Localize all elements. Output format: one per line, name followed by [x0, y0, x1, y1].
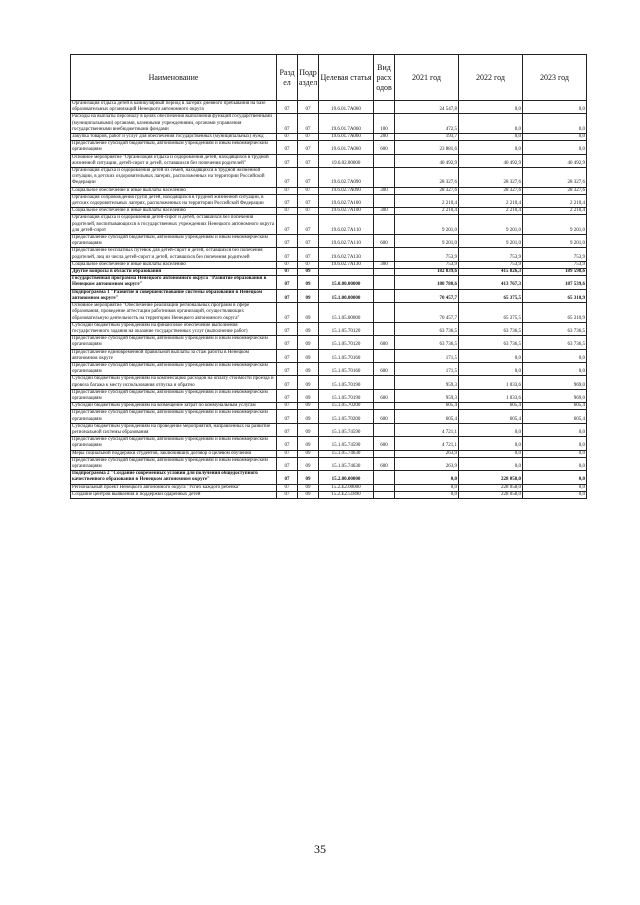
- cell-2021: 180 780,6: [395, 276, 459, 289]
- cell-podrazdel: 07: [298, 134, 319, 141]
- table-row: [71, 187, 587, 194]
- cell-podrazdel: 07: [298, 154, 319, 167]
- table-row: [71, 248, 587, 261]
- cell-vid: [374, 322, 395, 335]
- table-row: [71, 194, 587, 207]
- cell-razdel: 07: [277, 362, 298, 375]
- cell-2022: 0,0: [459, 349, 523, 362]
- cell-2023: 0,0: [523, 362, 587, 375]
- cell-2023: 969,0: [523, 376, 587, 389]
- cell-2022: 415 826,3: [459, 269, 523, 276]
- cell-article: 15.1.00.00000: [319, 289, 374, 302]
- cell-2023: 28 327,6: [523, 168, 587, 188]
- cell-name: Основное мероприятие "Организация отдыха и оздоровления детей, находящихся в трудной жизненной ситуации, детей-сирот и детей, оставшихся без попечения родителей": [71, 154, 277, 167]
- header-podrazdel: Подр аздел: [298, 55, 319, 101]
- cell-2023: 969,0: [523, 389, 587, 402]
- header-2023: 2023 год: [523, 55, 587, 101]
- cell-2023: 187 539,6: [523, 276, 587, 289]
- table-row: [71, 410, 587, 423]
- table-row: [71, 450, 587, 457]
- cell-2022: 0,0: [459, 141, 523, 154]
- cell-name: Социальное обеспечение и иные выплаты населению: [71, 208, 277, 215]
- table-row: [71, 303, 587, 323]
- header-razdel: Разд ел: [277, 55, 298, 101]
- cell-2023: 0,0: [523, 484, 587, 491]
- cell-name: Субсидии бюджетным учреждениям на проведение мероприятий, направленных на развитие региональной системы образования: [71, 423, 277, 436]
- cell-podrazdel: 09: [298, 276, 319, 289]
- cell-name: Региональный проект Ненецкого автономного округа "Успех каждого ребенка": [71, 484, 277, 491]
- cell-vid: [374, 303, 395, 323]
- cell-vid: [374, 423, 395, 436]
- cell-2022: 2 210,4: [459, 208, 523, 215]
- cell-2021: 0,0: [395, 491, 459, 498]
- cell-2023: 63 736,5: [523, 322, 587, 335]
- cell-article: 15.1.05.74630: [319, 457, 374, 470]
- cell-2021: 959,3: [395, 389, 459, 402]
- cell-2022: 753,9: [459, 248, 523, 261]
- cell-2021: 753,9: [395, 248, 459, 261]
- cell-razdel: 07: [277, 187, 298, 194]
- cell-2021: 171,5: [395, 349, 459, 362]
- cell-2021: 24 547,8: [395, 101, 459, 114]
- cell-article: 15.2.Е2.00000: [319, 484, 374, 491]
- table-row: [71, 261, 587, 268]
- cell-2023: 9 201,0: [523, 215, 587, 235]
- cell-vid: 100: [374, 114, 395, 134]
- cell-vid: 200: [374, 134, 395, 141]
- cell-article: 15.1.05.00000: [319, 303, 374, 323]
- table-row: [71, 322, 587, 335]
- cell-2023: 0,0: [523, 349, 587, 362]
- cell-article: 15.2.Е2.51890: [319, 491, 374, 498]
- cell-vid: [374, 154, 395, 167]
- cell-name: Предоставление субсидий бюджетным, автономным учреждениям и иным некоммерческим организациям: [71, 235, 277, 248]
- cell-vid: 600: [374, 389, 395, 402]
- cell-podrazdel: 07: [298, 235, 319, 248]
- page-number: 35: [314, 842, 326, 856]
- cell-razdel: 07: [277, 491, 298, 498]
- cell-name: Закупка товаров, работ и услуг для обеспечения государственных (муниципальных) нужд: [71, 134, 277, 141]
- cell-2023: 0,0: [523, 450, 587, 457]
- cell-2022: 63 736,5: [459, 322, 523, 335]
- cell-article: 19.6.01.7А060: [319, 141, 374, 154]
- cell-name: Социальное обеспечение и иные выплаты населению: [71, 261, 277, 268]
- cell-podrazdel: 07: [298, 168, 319, 188]
- cell-2023: 28 327,6: [523, 187, 587, 194]
- cell-2023: 189 598,6: [523, 269, 587, 276]
- cell-2023: 0,0: [523, 457, 587, 470]
- cell-2023: 753,9: [523, 261, 587, 268]
- cell-vid: [374, 376, 395, 389]
- cell-vid: 600: [374, 437, 395, 450]
- cell-podrazdel: 09: [298, 389, 319, 402]
- cell-podrazdel: 09: [298, 484, 319, 491]
- cell-2022: 605,4: [459, 403, 523, 410]
- table-row: [71, 362, 587, 375]
- cell-razdel: 07: [277, 269, 298, 276]
- cell-2022: 65 375,5: [459, 289, 523, 302]
- cell-2023: 0,0: [523, 471, 587, 484]
- cell-vid: 300: [374, 187, 395, 194]
- cell-article: 15.1.05.70120: [319, 322, 374, 335]
- cell-article: 19.6.02.7А090: [319, 168, 374, 188]
- table-row: [71, 134, 587, 141]
- cell-podrazdel: 09: [298, 410, 319, 423]
- cell-2022: 0,0: [459, 450, 523, 457]
- cell-2021: 9 201,0: [395, 235, 459, 248]
- cell-razdel: 07: [277, 101, 298, 114]
- cell-article: 15.1.05.74630: [319, 450, 374, 457]
- cell-razdel: 07: [277, 437, 298, 450]
- cell-2022: 1 033,6: [459, 376, 523, 389]
- cell-2022: 9 201,0: [459, 215, 523, 235]
- cell-article: 15.0.00.00000: [319, 276, 374, 289]
- table-row: [71, 154, 587, 167]
- table-row: [71, 376, 587, 389]
- table-header-row: [71, 55, 587, 101]
- cell-razdel: 07: [277, 336, 298, 349]
- header-2021: 2021 год: [395, 55, 459, 101]
- cell-podrazdel: 07: [298, 261, 319, 268]
- cell-vid: [374, 194, 395, 207]
- cell-2021: 193,7: [395, 134, 459, 141]
- cell-article: 15.1.05.70190: [319, 376, 374, 389]
- cell-article: 19.6.02.7А100: [319, 194, 374, 207]
- table-row: [71, 208, 587, 215]
- cell-razdel: 07: [277, 141, 298, 154]
- cell-name: Расходы на выплаты персоналу в целях обеспечения выполнения функций государственными (муниципальными) органами, казенными учреждениями, органами управления государственными внебюджетными фондами: [71, 114, 277, 134]
- cell-2023: 0,0: [523, 134, 587, 141]
- cell-2023: 0,0: [523, 491, 587, 498]
- cell-podrazdel: 07: [298, 114, 319, 134]
- cell-vid: [374, 168, 395, 188]
- budget-table: [70, 54, 587, 499]
- table-row: [71, 457, 587, 470]
- cell-name: Предоставление бесплатных путевок для детей-сирот и детей, оставшихся без попечения родителей, лиц из числа детей-сирот и детей, оставшихся без попечения родителей: [71, 248, 277, 261]
- table-row: [71, 215, 587, 235]
- cell-name: Предоставление единовременной правильной выплаты за стаж работы в Ненецком автономном округе: [71, 349, 277, 362]
- cell-name: Субсидии бюджетным учреждениям на возмещение затрат по коммунальным услугам: [71, 403, 277, 410]
- cell-razdel: 07: [277, 457, 298, 470]
- table-row: [71, 269, 587, 276]
- cell-razdel: 07: [277, 134, 298, 141]
- cell-name: Организация отдыха детей в каникулярный период в лагерях дневного пребывания на базе образовательных организаций Ненецкого автономного округа: [71, 101, 277, 114]
- cell-vid: [374, 450, 395, 457]
- cell-2021: 40 492,9: [395, 154, 459, 167]
- cell-2022: 228 058,0: [459, 471, 523, 484]
- cell-podrazdel: 09: [298, 289, 319, 302]
- cell-razdel: 07: [277, 389, 298, 402]
- cell-podrazdel: 09: [298, 303, 319, 323]
- cell-podrazdel: 07: [298, 141, 319, 154]
- cell-name: Предоставление субсидий бюджетным, автономным учреждениям и иным некоммерческим организациям: [71, 336, 277, 349]
- cell-article: 15.2.00.00000: [319, 471, 374, 484]
- cell-2021: 753,9: [395, 261, 459, 268]
- cell-name: Предоставление субсидий бюджетным, автономным учреждениям и иным некоммерческим организациям: [71, 457, 277, 470]
- cell-2023: 2 210,4: [523, 194, 587, 207]
- cell-razdel: 07: [277, 248, 298, 261]
- cell-name: Меры социальной поддержки студентов, заключивших договор о целевом обучении: [71, 450, 277, 457]
- cell-article: 15.1.05.70160: [319, 362, 374, 375]
- cell-vid: 300: [374, 261, 395, 268]
- cell-vid: 600: [374, 410, 395, 423]
- cell-vid: [374, 101, 395, 114]
- cell-2023: 2 210,4: [523, 208, 587, 215]
- cell-vid: 600: [374, 362, 395, 375]
- cell-vid: [374, 491, 395, 498]
- cell-razdel: 07: [277, 168, 298, 188]
- cell-razdel: 07: [277, 303, 298, 323]
- cell-2023: 40 492,9: [523, 154, 587, 167]
- table-row: [71, 403, 587, 410]
- cell-2021: 4 721,1: [395, 423, 459, 436]
- cell-2021: 263,9: [395, 450, 459, 457]
- cell-name: Подпрограмма 2 "Создание современных условий для получения общедоступного качественного образования в Ненецком автономном округе": [71, 471, 277, 484]
- cell-2022: 605,4: [459, 410, 523, 423]
- cell-name: Другие вопросы в области образования: [71, 269, 277, 276]
- cell-2022: 28 327,6: [459, 168, 523, 188]
- table-row: [71, 423, 587, 436]
- cell-razdel: 07: [277, 471, 298, 484]
- cell-podrazdel: 09: [298, 336, 319, 349]
- cell-2023: 0,0: [523, 437, 587, 450]
- cell-razdel: 07: [277, 154, 298, 167]
- cell-name: Предоставление субсидий бюджетным, автономным учреждениям и иным некоммерческим организациям: [71, 141, 277, 154]
- cell-name: Предоставление субсидий бюджетным, автономным учреждениям и иным некоммерческим организациям: [71, 437, 277, 450]
- cell-razdel: 07: [277, 235, 298, 248]
- cell-podrazdel: 07: [298, 248, 319, 261]
- cell-2021: 63 736,5: [395, 336, 459, 349]
- table-row: [71, 336, 587, 349]
- cell-article: 19.6.01.7А060: [319, 101, 374, 114]
- header-vid: Вид расх одов: [374, 55, 395, 101]
- cell-razdel: 07: [277, 450, 298, 457]
- cell-2022: 2 210,4: [459, 194, 523, 207]
- cell-razdel: 07: [277, 410, 298, 423]
- cell-vid: [374, 248, 395, 261]
- table-row: [71, 349, 587, 362]
- cell-2021: 182 839,6: [395, 269, 459, 276]
- cell-podrazdel: 07: [298, 194, 319, 207]
- cell-article: 19.6.02.00000: [319, 154, 374, 167]
- cell-podrazdel: 09: [298, 362, 319, 375]
- cell-name: Социальное обеспечение и иные выплаты населению: [71, 187, 277, 194]
- cell-vid: [374, 349, 395, 362]
- cell-vid: [374, 289, 395, 302]
- header-name: Наименование: [71, 55, 277, 101]
- table-row: [71, 114, 587, 134]
- cell-2023: 9 201,0: [523, 235, 587, 248]
- cell-2023: 605,4: [523, 410, 587, 423]
- cell-name: Предоставление субсидий бюджетным, автономным учреждениям и иным некоммерческим организациям: [71, 362, 277, 375]
- cell-vid: [374, 471, 395, 484]
- cell-2023: 65 310,9: [523, 303, 587, 323]
- table-row: [71, 491, 587, 498]
- cell-razdel: 07: [277, 261, 298, 268]
- cell-2021: 605,4: [395, 403, 459, 410]
- cell-podrazdel: 09: [298, 269, 319, 276]
- cell-article: 19.6.02.7А110: [319, 215, 374, 235]
- cell-2021: 23 881,6: [395, 141, 459, 154]
- table-row: [71, 168, 587, 188]
- cell-name: Субсидии бюджетным учреждениям на компенсацию расходов на оплату стоимости проезда и провоза багажа к месту использования отпуска и обратно: [71, 376, 277, 389]
- cell-2022: 1 033,6: [459, 389, 523, 402]
- cell-article: 15.1.05.74590: [319, 437, 374, 450]
- cell-2021: 605,4: [395, 410, 459, 423]
- cell-podrazdel: 07: [298, 208, 319, 215]
- cell-2022: 228 058,0: [459, 491, 523, 498]
- cell-podrazdel: 09: [298, 403, 319, 410]
- table-row: [71, 141, 587, 154]
- cell-razdel: 07: [277, 194, 298, 207]
- cell-podrazdel: 09: [298, 349, 319, 362]
- cell-razdel: 07: [277, 484, 298, 491]
- cell-podrazdel: 09: [298, 322, 319, 335]
- cell-2021: 70 457,7: [395, 289, 459, 302]
- table-row: [71, 276, 587, 289]
- table-row: [71, 101, 587, 114]
- cell-2022: 0,0: [459, 437, 523, 450]
- cell-article: [319, 269, 374, 276]
- cell-article: 19.6.02.7А100: [319, 208, 374, 215]
- cell-razdel: 07: [277, 114, 298, 134]
- cell-2021: 472,5: [395, 114, 459, 134]
- cell-name: Государственная программа Ненецкого автономного округа "Развитие образования в Ненецком автономном округе": [71, 276, 277, 289]
- cell-podrazdel: 09: [298, 491, 319, 498]
- cell-article: 19.6.02.7А110: [319, 235, 374, 248]
- cell-2023: 0,0: [523, 101, 587, 114]
- cell-vid: [374, 215, 395, 235]
- cell-razdel: 07: [277, 322, 298, 335]
- cell-2022: 753,9: [459, 261, 523, 268]
- header-article: Целевая статья: [319, 55, 374, 101]
- table-row: [71, 289, 587, 302]
- cell-name: Организация сопровождения групп детей, находящихся в трудной жизненной ситуации, в детских оздоровительных лагерях, расположенных на территории Российской Федерации: [71, 194, 277, 207]
- cell-article: 15.1.05.70120: [319, 336, 374, 349]
- cell-razdel: 07: [277, 403, 298, 410]
- cell-name: Предоставление субсидий бюджетным, автономным учреждениям и иным некоммерческим организациям: [71, 389, 277, 402]
- table-row: [71, 437, 587, 450]
- header-2022: 2022 год: [459, 55, 523, 101]
- cell-vid: 300: [374, 208, 395, 215]
- cell-article: 15.1.05.70190: [319, 389, 374, 402]
- cell-podrazdel: 09: [298, 471, 319, 484]
- cell-2022: 0,0: [459, 101, 523, 114]
- cell-vid: 600: [374, 457, 395, 470]
- cell-2021: 28 327,6: [395, 187, 459, 194]
- cell-article: 19.6.02.7А130: [319, 248, 374, 261]
- cell-2023: 605,4: [523, 403, 587, 410]
- cell-name: Подпрограмма 1 "Развитие и совершенствование системы образования в Ненецком автономном округе": [71, 289, 277, 302]
- cell-name: Основное мероприятие "Обеспечение реализации региональных программ в сфере образования, проведение аттестации работников организаций, осуществляющих образовательную деятельность на территории Ненецкого автономного округа": [71, 303, 277, 323]
- cell-article: 19.6.02.7А130: [319, 261, 374, 268]
- cell-2022: 0,0: [459, 134, 523, 141]
- cell-2021: 171,5: [395, 362, 459, 375]
- cell-razdel: 07: [277, 289, 298, 302]
- cell-2022: 63 736,5: [459, 336, 523, 349]
- cell-2021: 28 327,6: [395, 168, 459, 188]
- cell-name: Создание центров выявления и поддержки одарённых детей: [71, 491, 277, 498]
- cell-razdel: 07: [277, 215, 298, 235]
- cell-vid: [374, 276, 395, 289]
- cell-vid: 600: [374, 235, 395, 248]
- cell-2023: 0,0: [523, 114, 587, 134]
- cell-razdel: 07: [277, 208, 298, 215]
- cell-2021: 263,9: [395, 457, 459, 470]
- table-row: [71, 471, 587, 484]
- cell-vid: 600: [374, 141, 395, 154]
- cell-2023: 65 310,9: [523, 289, 587, 302]
- cell-2023: 63 736,5: [523, 336, 587, 349]
- cell-2022: 0,0: [459, 457, 523, 470]
- cell-2021: 0,0: [395, 484, 459, 491]
- cell-vid: 600: [374, 336, 395, 349]
- cell-2022: 40 492,9: [459, 154, 523, 167]
- cell-vid: [374, 269, 395, 276]
- cell-podrazdel: 09: [298, 457, 319, 470]
- cell-2022: 65 375,5: [459, 303, 523, 323]
- cell-2022: 228 058,0: [459, 484, 523, 491]
- cell-2022: 0,0: [459, 114, 523, 134]
- cell-2022: 0,0: [459, 362, 523, 375]
- cell-article: 19.6.01.7А060: [319, 114, 374, 134]
- cell-2021: 959,3: [395, 376, 459, 389]
- cell-article: 15.1.05.74590: [319, 423, 374, 436]
- cell-2021: 2 210,4: [395, 194, 459, 207]
- cell-article: 15.1.05.70200: [319, 403, 374, 410]
- cell-2023: 0,0: [523, 141, 587, 154]
- cell-article: 19.6.02.7А090: [319, 187, 374, 194]
- cell-podrazdel: 07: [298, 101, 319, 114]
- cell-2022: 413 767,3: [459, 276, 523, 289]
- cell-2021: 70 457,7: [395, 303, 459, 323]
- cell-2021: 9 201,0: [395, 215, 459, 235]
- cell-razdel: 07: [277, 349, 298, 362]
- cell-name: Субсидии бюджетным учреждениям на финансовое обеспечение выполнения государственного задания на оказание государственных услуг (выполнение работ): [71, 322, 277, 335]
- cell-razdel: 07: [277, 423, 298, 436]
- cell-vid: [374, 484, 395, 491]
- table-row: [71, 235, 587, 248]
- cell-2021: 4 721,1: [395, 437, 459, 450]
- cell-podrazdel: 09: [298, 450, 319, 457]
- table-row: [71, 484, 587, 491]
- cell-podrazdel: 09: [298, 423, 319, 436]
- cell-article: 15.1.05.70160: [319, 349, 374, 362]
- cell-2021: 0,0: [395, 471, 459, 484]
- cell-podrazdel: 09: [298, 376, 319, 389]
- cell-podrazdel: 09: [298, 437, 319, 450]
- cell-name: Предоставление субсидий бюджетным, автономным учреждениям и иным некоммерческим организациям: [71, 410, 277, 423]
- cell-name: Организация отдыха и оздоровления детей-сирот и детей, оставшихся без попечения родителей, воспитывающихся в государственных учреждениях Ненецкого автономного округа для детей-сирот: [71, 215, 277, 235]
- cell-2021: 63 736,5: [395, 322, 459, 335]
- cell-2021: 2 210,4: [395, 208, 459, 215]
- cell-vid: [374, 403, 395, 410]
- table-row: [71, 389, 587, 402]
- cell-2022: 9 201,0: [459, 235, 523, 248]
- cell-razdel: 07: [277, 276, 298, 289]
- cell-2022: 28 327,6: [459, 187, 523, 194]
- cell-2023: 753,9: [523, 248, 587, 261]
- cell-article: 15.1.05.70200: [319, 410, 374, 423]
- cell-podrazdel: 07: [298, 215, 319, 235]
- cell-2022: 0,0: [459, 423, 523, 436]
- cell-name: Организация отдыха и оздоровления детей из семей, находящихся в трудной жизненной ситуации, в детских оздоровительных лагерях, расположенных на территории Российской Федерации: [71, 168, 277, 188]
- cell-2023: 0,0: [523, 423, 587, 436]
- cell-article: 19.6.01.7А060: [319, 134, 374, 141]
- cell-podrazdel: 07: [298, 187, 319, 194]
- cell-razdel: 07: [277, 376, 298, 389]
